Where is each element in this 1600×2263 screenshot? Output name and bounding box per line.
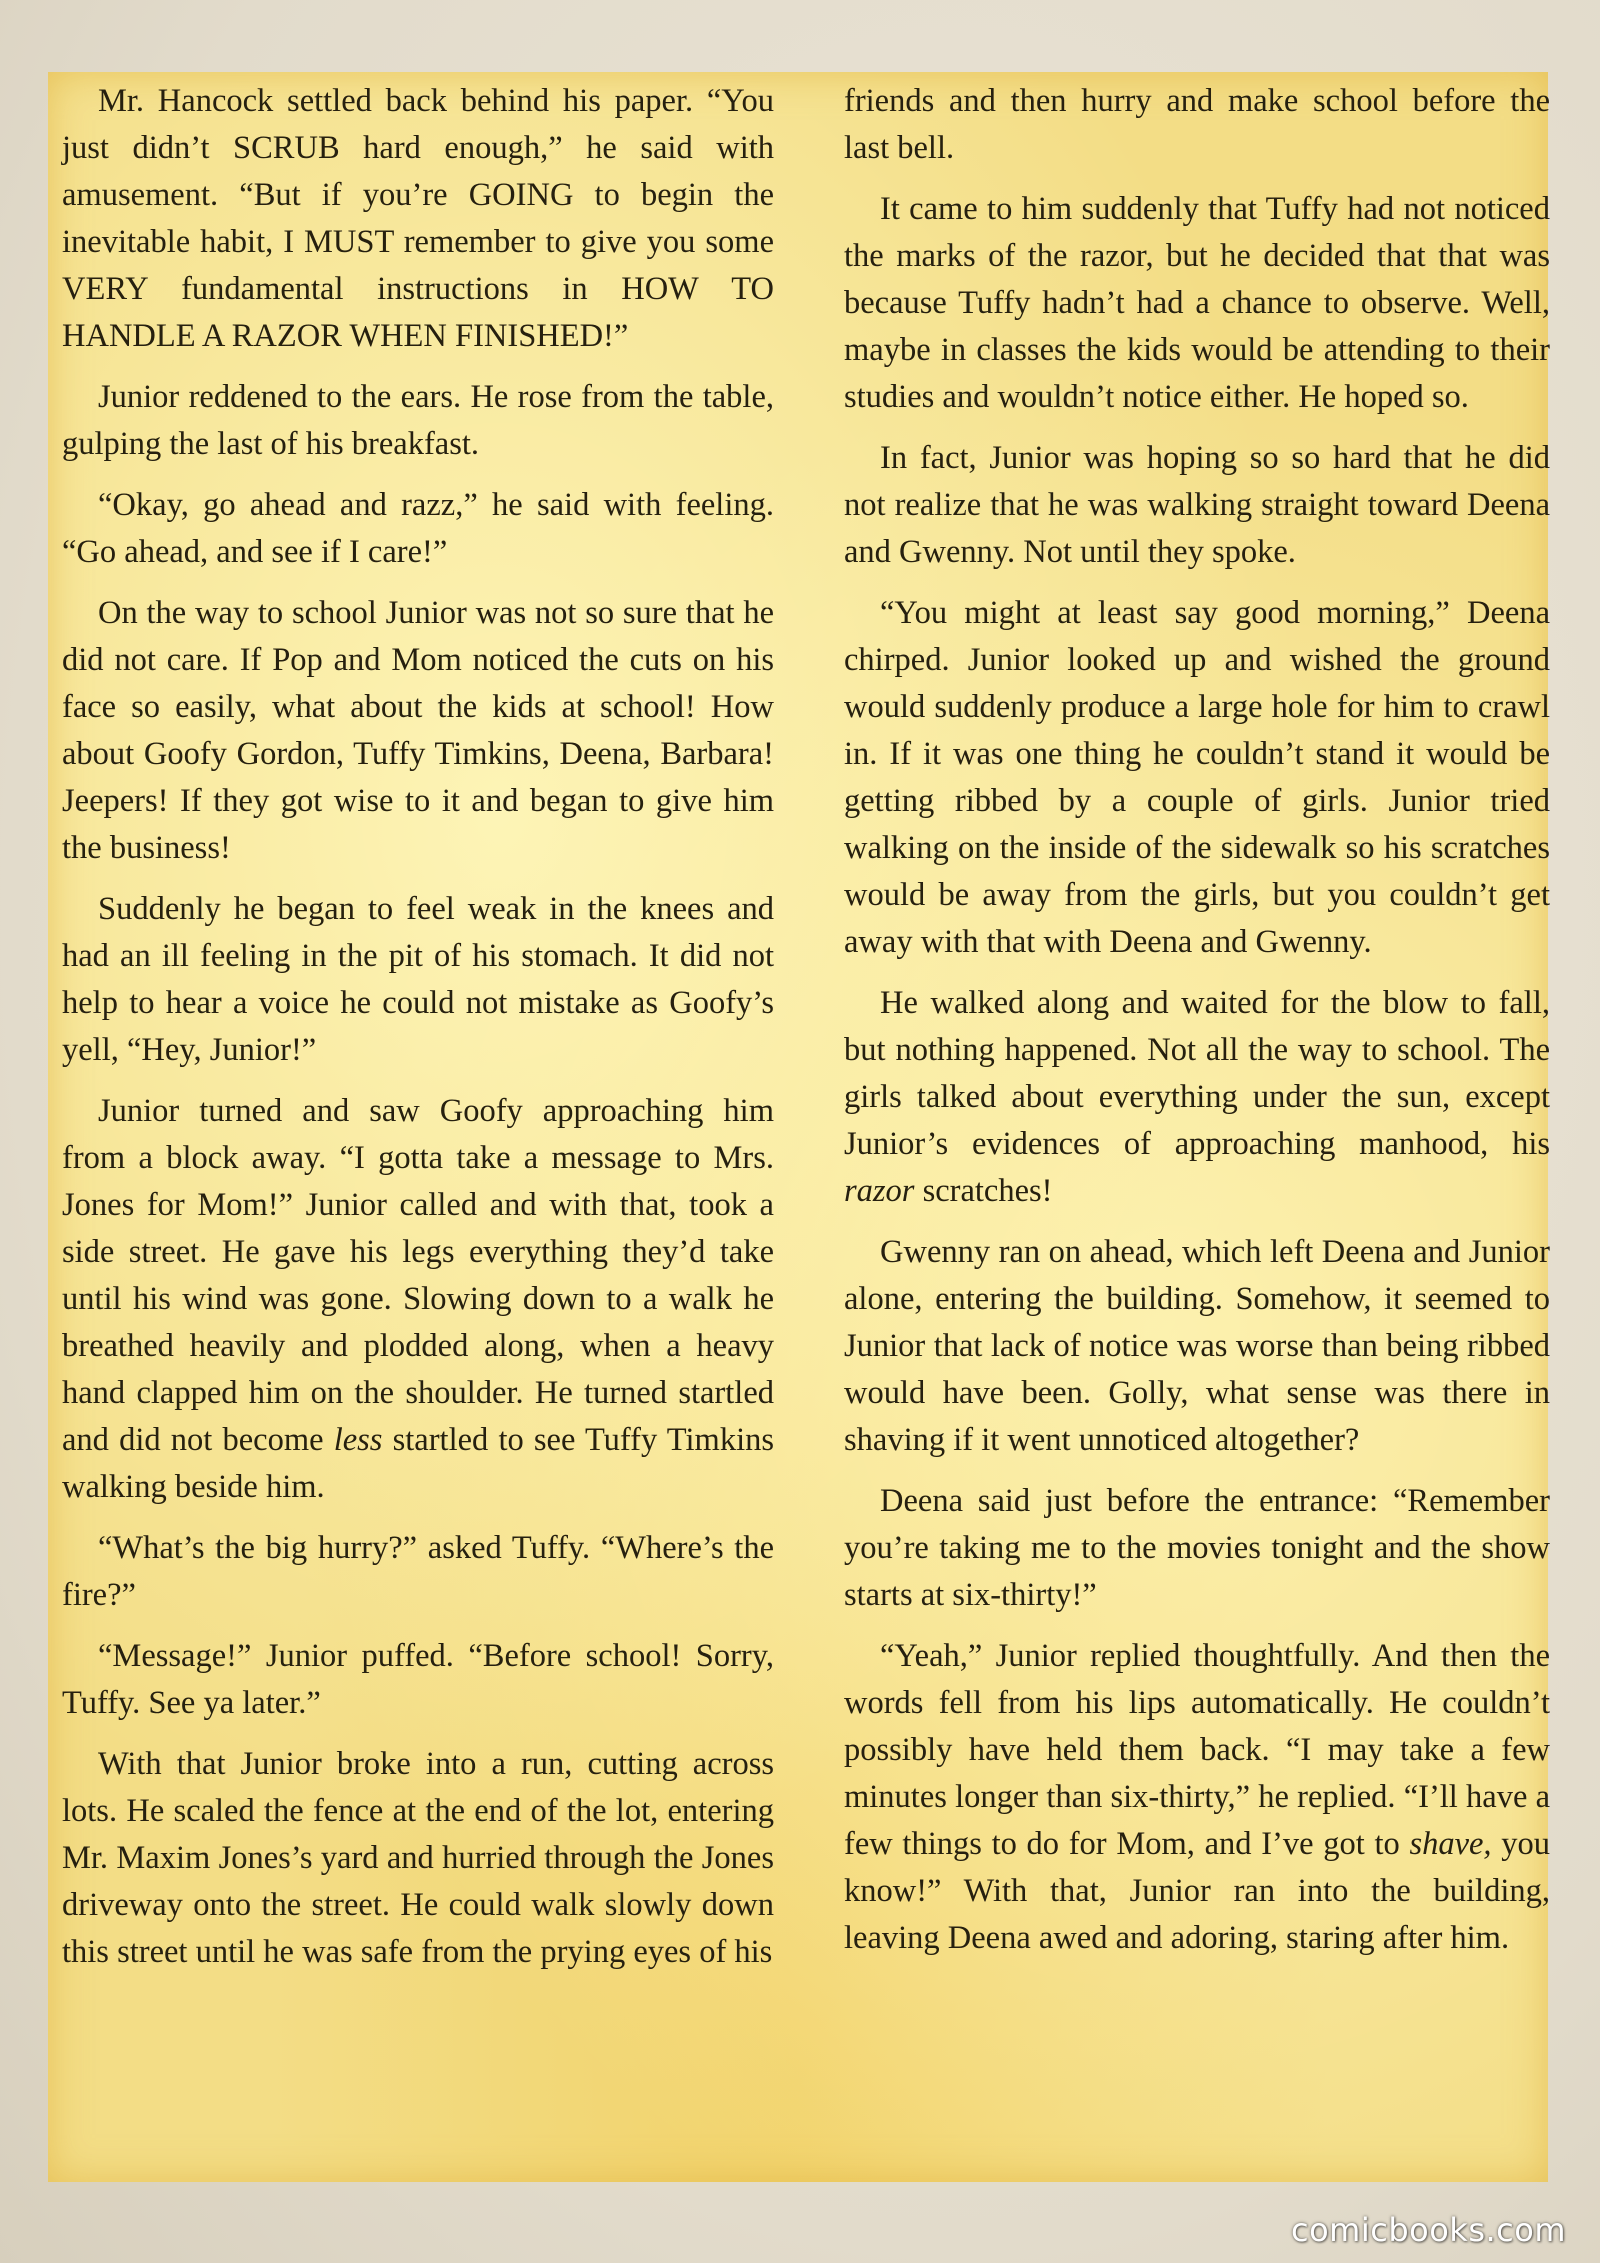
paragraph: Junior reddened to the ears. He rose from the table, gulping the last of his breakfast.	[62, 379, 774, 462]
italic-word: razor	[844, 1173, 915, 1209]
paragraph: On the way to school Junior was not so sure that he did not care. If Pop and Mom noticed the cuts on his face so easily, what about the kids at school! How about Goofy Gordon, Tuffy Timkins, Deena, Barbara! Jeepers! If they got wise to it and began to give him the business!	[62, 595, 774, 866]
paragraph-text: He walked along and waited for the blow to fall, but nothing happened. Not all the way to school. The girls talked about everything under the sun, except Junior’s evidences of approaching manhood, his	[844, 985, 1550, 1162]
paragraph: “You might at least say good morning,” Deena chirped. Junior looked up and wished the ground would suddenly produce a large hole for him to crawl in. If it was one thing he couldn’t stand it would be getting ribbed by a couple of girls. Junior tried walking on the inside of the sidewalk so his scratches would be away from the girls, but you couldn’t get away with that with Deena and Gwenny.	[844, 595, 1550, 960]
paragraph-text: you know!” With that, Junior ran into the building, leaving Deena awed and adoring, staring after him.	[844, 1826, 1551, 1956]
yellow-text-panel	[48, 72, 1551, 2182]
paragraph: Gwenny ran on ahead, which left Deena and Junior alone, entering the building. Somehow, it seemed to Junior that lack of notice was worse than being ribbed would have been. Golly, what sense was there in shaving if it went unnoticed altogether?	[844, 1234, 1550, 1458]
paragraph: It came to him suddenly that Tuffy had not noticed the marks of the razor, but he decided that that was because Tuffy hadn’t had a chance to observe. Well, maybe in classes the kids would be attending to their studies and wouldn’t notice either. He hoped so.	[844, 191, 1550, 415]
paragraph-text: “Yeah,” Junior replied thoughtfully. And then the words fell from his lips automatically. He couldn’t possibly have held them back. “I may take a few minutes longer than six-thirty,” he replied. “I’ll have a few things to do for Mom, and I’ve got to	[844, 1638, 1550, 1862]
paragraph: “Okay, go ahead and razz,” he said with feeling. “Go ahead, and see if I care!”	[62, 487, 774, 570]
paragraph: “What’s the big hurry?” asked Tuffy. “Where’s the fire?”	[62, 1530, 774, 1613]
right-text-column	[844, 78, 1550, 1976]
paragraph	[62, 1088, 774, 1511]
paragraph-continued: friends and then hurry and make school before the last bell.	[844, 83, 1550, 166]
paragraph-text: scratches!	[922, 1173, 1053, 1209]
paragraph: Suddenly he began to feel weak in the knees and had an ill feeling in the pit of his stomach. It did not help to hear a voice he could not mistake as Goofy’s yell, “Hey, Junior!”	[62, 891, 774, 1068]
italic-word: shave,	[1409, 1826, 1492, 1862]
paragraph	[844, 980, 1550, 1215]
left-text-column	[62, 78, 774, 1990]
watermark: comicbooks.com	[1290, 2211, 1566, 2249]
paragraph-text: Junior turned and saw Goofy approaching him from a block away. “I gotta take a message to Mrs. Jones for Mom!” Junior called and with that, took a side street. He gave his legs everything they’d take until his wind was gone. Slowing down to a walk he breathed heavily and plodded along, when a heavy hand clapped him on the shoulder. He turned startled and did not become	[62, 1093, 774, 1458]
paragraph: In fact, Junior was hoping so so hard that he did not realize that he was walking straight toward Deena and Gwenny. Not until they spoke.	[844, 440, 1550, 570]
paragraph	[844, 1633, 1550, 1962]
paragraph: Deena said just before the entrance: “Remember you’re taking me to the movies tonight and the show starts at six-thirty!”	[844, 1483, 1550, 1613]
paragraph: Mr. Hancock settled back behind his paper. “You just didn’t SCRUB hard enough,” he said with amusement. “But if you’re GOING to begin the inevitable habit, I MUST remember to give you some VERY fundamental instructions in HOW TO HANDLE A RAZOR WHEN FINISHED!”	[62, 83, 774, 354]
paragraph-text: startled to see Tuffy Timkins walking beside him.	[62, 1422, 775, 1505]
paragraph: “Message!” Junior puffed. “Before school! Sorry, Tuffy. See ya later.”	[62, 1638, 774, 1721]
paragraph: With that Junior broke into a run, cutting across lots. He scaled the fence at the end of the lot, entering Mr. Maxim Jones’s yard and hurried through the Jones driveway onto the street. He could walk slowly down this street until he was safe from the prying eyes of his	[62, 1746, 774, 1970]
italic-word: less	[333, 1422, 383, 1458]
